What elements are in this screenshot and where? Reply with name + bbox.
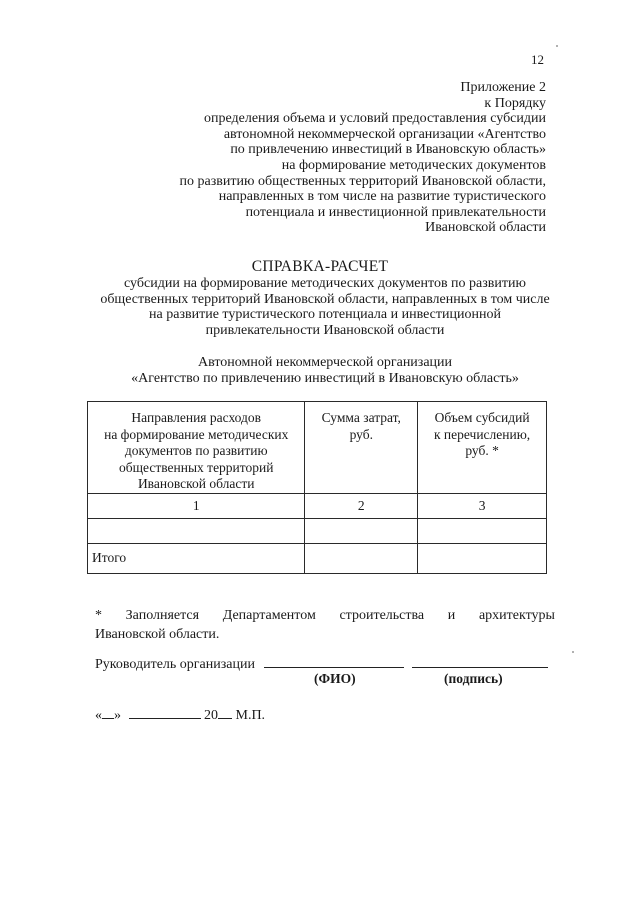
- table-cell: [418, 543, 547, 573]
- page-number: 12: [531, 52, 544, 67]
- organization-line: «Агентство по привлечению инвестиций в Ивановскую область»: [131, 370, 519, 386]
- appendix-line: по привлечению инвестиций в Ивановскую область»: [230, 142, 546, 158]
- appendix-line: к Порядку: [484, 95, 546, 111]
- organization-line: Автономной некоммерческой организации: [197, 355, 453, 370]
- organization-name: [60, 355, 590, 386]
- appendix-line: определения объема и условий предоставления субсидии: [203, 111, 546, 127]
- table-cell: [305, 518, 418, 543]
- header-cost-amount: Сумма затрат, руб.: [305, 402, 418, 494]
- subtitle-line: привлекательности Ивановской области: [205, 322, 445, 338]
- scan-speck: [572, 651, 574, 653]
- appendix-line: на формирование методических документов: [281, 157, 546, 173]
- footnote-asterisk: *: [95, 608, 102, 623]
- table-cell: [88, 518, 305, 543]
- fio-caption: (ФИО): [314, 671, 356, 686]
- day-blank: [102, 707, 114, 719]
- footnote-word: строительства: [339, 608, 425, 623]
- date-open-quote: «: [95, 708, 102, 723]
- footnote-line2: Ивановской области.: [95, 627, 220, 642]
- table-header-row: [88, 402, 547, 494]
- column-number: 2: [305, 493, 418, 518]
- table-cell: [418, 518, 547, 543]
- appendix-line: Ивановской области: [425, 220, 546, 236]
- document-title: СПРАВКА-РАСЧЕТ: [251, 258, 389, 275]
- appendix-line: направленных в том числе на развитие туристического: [218, 189, 546, 205]
- footnote-word: архитектуры: [478, 608, 555, 623]
- total-label: Итого: [88, 543, 305, 573]
- footnote-word: Заполняется: [125, 608, 200, 623]
- scan-speck: [556, 45, 558, 47]
- column-number: 1: [88, 493, 305, 518]
- signature-label: Руководитель организации: [95, 657, 255, 672]
- table-numbering-row: [88, 493, 547, 518]
- date-close-quote: »: [114, 708, 121, 723]
- table-row: [88, 518, 547, 543]
- subtitle-line: на развитие туристического потенциала и инвестиционной: [149, 307, 501, 322]
- subtitle-line: общественных территорий Ивановской области, направленных в том числе: [100, 291, 550, 307]
- stamp-label: М.П.: [235, 708, 266, 723]
- appendix-line: автономной некоммерческой организации «Агентство: [223, 126, 546, 142]
- column-number: 3: [418, 493, 547, 518]
- footnote: [95, 606, 555, 644]
- appendix-line: по развитию общественных территорий Ивановской области,: [179, 173, 546, 189]
- year-prefix: 20: [204, 708, 218, 723]
- date-line: [95, 707, 265, 724]
- header-subsidy-amount: Объем субсидий к перечислению, руб. *: [418, 402, 547, 494]
- header-expense-directions: Направления расходов на формирование методических документов по развитию общественных территорий Ивановской области: [88, 402, 305, 494]
- document-subtitle: [60, 276, 590, 338]
- year-blank: [218, 707, 232, 719]
- signature-line: [412, 655, 548, 668]
- footnote-word: Департаментом: [222, 608, 316, 623]
- footnote-word: и: [447, 608, 456, 623]
- calculation-table: [87, 401, 547, 574]
- appendix-line: потенциала и инвестиционной привлекательности: [245, 204, 546, 220]
- table-cell: [305, 543, 418, 573]
- signature-caption: (подпись): [444, 671, 503, 686]
- fio-line: [264, 655, 404, 668]
- table-total-row: [88, 543, 547, 573]
- subtitle-line: субсидии на формирование методических документов по развитию: [124, 276, 526, 291]
- appendix-header: [106, 80, 546, 236]
- month-blank: [129, 707, 201, 719]
- appendix-line: Приложение 2: [460, 80, 546, 95]
